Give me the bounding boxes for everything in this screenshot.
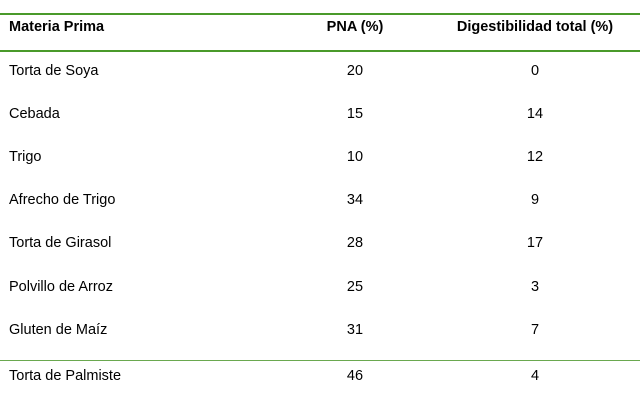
row-5-pna: 25 bbox=[346, 279, 364, 295]
row-5-digestibilidad: 3 bbox=[530, 279, 540, 295]
row-4-pna: 28 bbox=[346, 235, 364, 251]
row-0-digestibilidad: 0 bbox=[530, 63, 540, 79]
row-3-pna: 34 bbox=[346, 192, 364, 208]
row-7-pna: 46 bbox=[346, 368, 364, 384]
row-3-materia: Afrecho de Trigo bbox=[9, 192, 116, 208]
row-4-materia: Torta de Girasol bbox=[9, 235, 112, 251]
header-rule bbox=[0, 50, 640, 52]
row-2-digestibilidad: 12 bbox=[526, 149, 544, 165]
row-7-digestibilidad: 4 bbox=[530, 368, 540, 384]
row-0-materia: Torta de Soya bbox=[9, 63, 99, 79]
row-3-digestibilidad: 9 bbox=[530, 192, 540, 208]
row-divider bbox=[0, 360, 640, 361]
row-6-digestibilidad: 7 bbox=[530, 322, 540, 338]
row-6-materia: Gluten de Maíz bbox=[9, 322, 108, 338]
row-4-digestibilidad: 17 bbox=[526, 235, 544, 251]
row-2-materia: Trigo bbox=[9, 149, 42, 165]
row-7-materia: Torta de Palmiste bbox=[9, 368, 122, 384]
row-0-pna: 20 bbox=[346, 63, 364, 79]
row-5-materia: Polvillo de Arroz bbox=[9, 279, 113, 295]
row-1-pna: 15 bbox=[346, 106, 364, 122]
row-1-digestibilidad: 14 bbox=[526, 106, 544, 122]
row-6-pna: 31 bbox=[346, 322, 364, 338]
row-1-materia: Cebada bbox=[9, 106, 60, 122]
header-pna: PNA (%) bbox=[326, 19, 384, 35]
row-2-pna: 10 bbox=[346, 149, 364, 165]
header-digestibilidad: Digestibilidad total (%) bbox=[456, 19, 614, 35]
table-top-rule bbox=[0, 13, 640, 15]
header-materia-prima: Materia Prima bbox=[9, 19, 105, 35]
